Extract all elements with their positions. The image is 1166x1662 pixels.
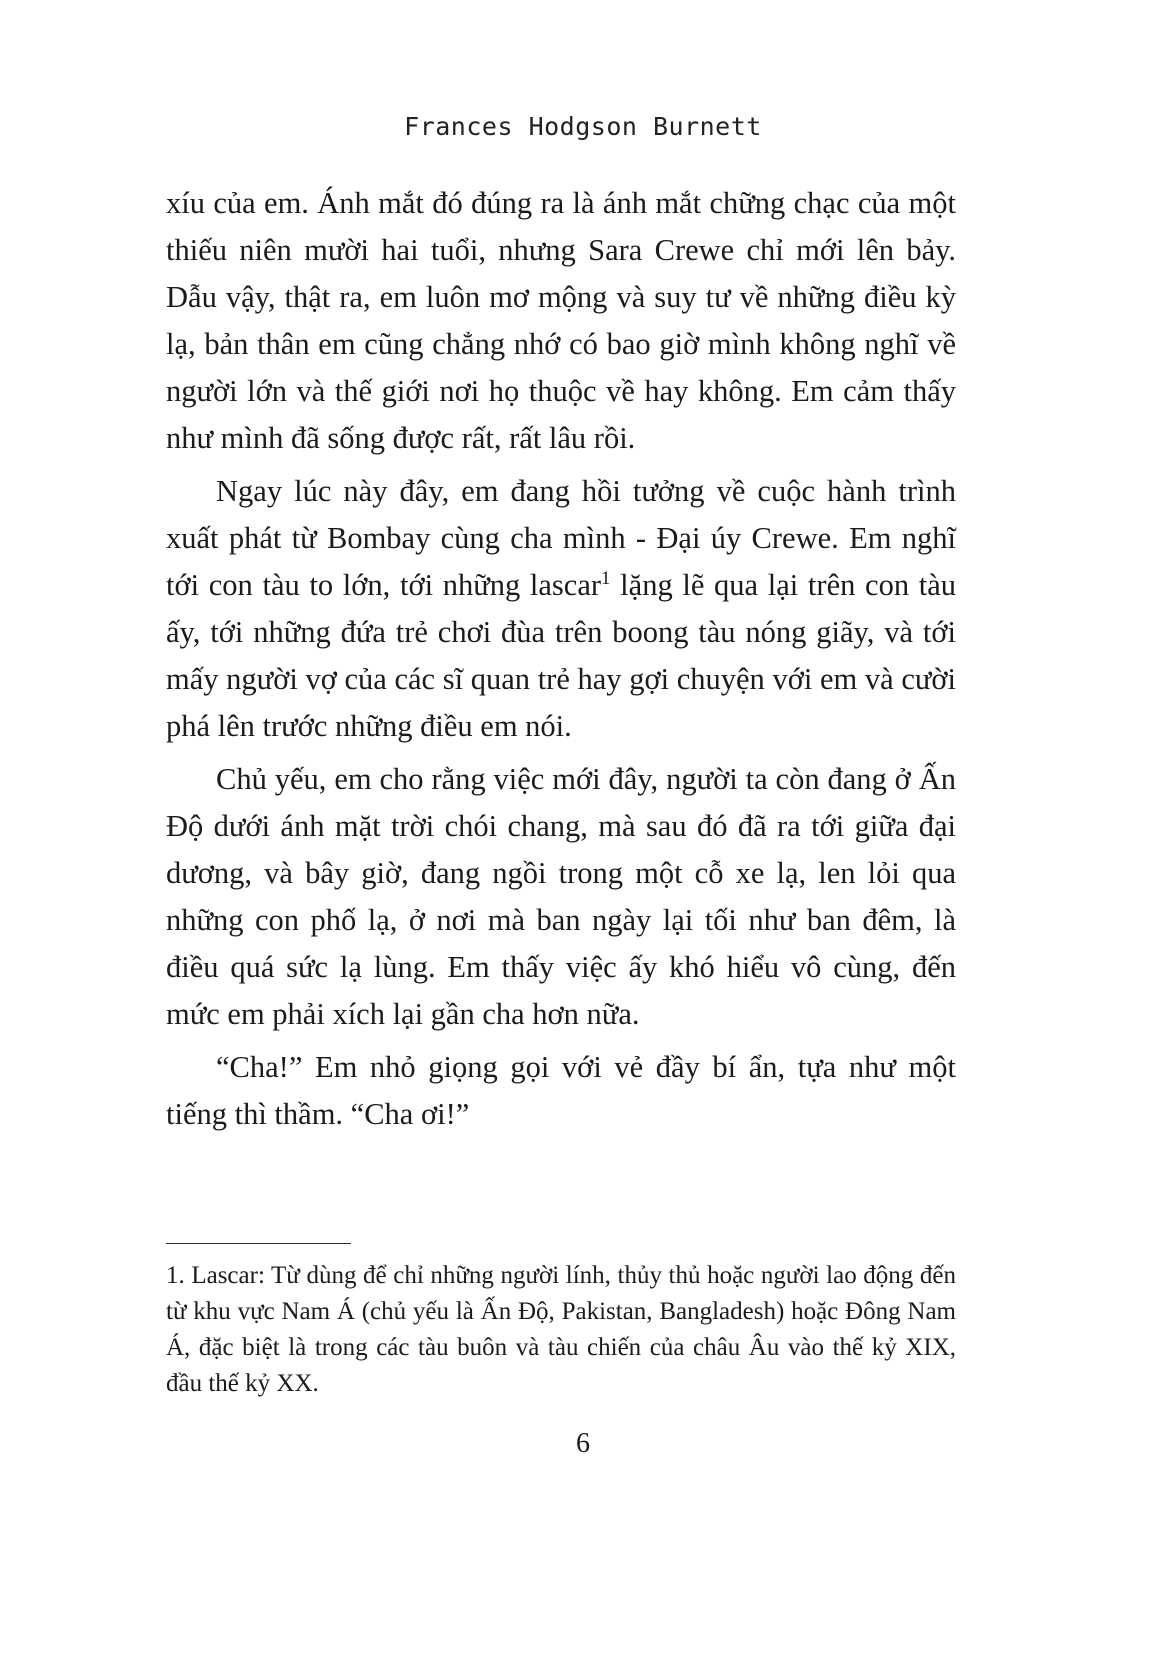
paragraph: xíu của em. Ánh mắt đó đúng ra là ánh mắt chững chạc của một thiếu niên mười hai tuổi, nhưng Sara Crewe chỉ mới lên bảy. Dẫu vậy, thật ra, em luôn mơ mộng và suy tư về những điều kỳ lạ, bản thân em cũng chẳng nhớ có bao giờ mình không nghĩ về người lớn và thế giới nơi họ thuộc về hay không. Em cảm thấy như mình đã sống được rất, rất lâu rồi.: [166, 186, 956, 455]
paragraph-with-footnote-ref: [166, 468, 956, 750]
paragraph-text-before-note: Ngay lúc này đây, em đang hồi tưởng về cuộc hành trình xuất phát từ Bombay cùng cha mình - Đại úy Crewe. Em nghĩ tới con tàu to lớn, tới những lascar: [166, 474, 956, 602]
running-head: Frances Hodgson Burnett: [404, 112, 762, 141]
paragraph-text-after-note: lặng lẽ qua lại trên con tàu ấy, tới những đứa trẻ chơi đùa trên boong tàu nóng giãy, và tới mấy người vợ của các sĩ quan trẻ hay gợi chuyện với em và cười phá lên trước những điều em nói.: [166, 568, 957, 743]
footnote-divider: [166, 1243, 351, 1244]
footnote-area: [166, 1243, 956, 1402]
footnote-text: 1. Lascar: Từ dùng để chỉ những người lính, thủy thủ hoặc người lao động đến từ khu vực Nam Á (chủ yếu là Ấn Độ, Pakistan, Bangladesh) hoặc Đông Nam Á, đặc biệt là trong các tàu buôn và tàu chiến của châu Âu vào thế kỷ XIX, đầu thế kỷ XX.: [166, 1262, 956, 1397]
body-text-block: [166, 180, 956, 1144]
paragraph: “Cha!” Em nhỏ giọng gọi với vẻ đầy bí ẩn, tựa như một tiếng thì thầm. “Cha ơi!”: [166, 1050, 956, 1131]
footnote-reference-marker[interactable]: 1: [601, 567, 611, 589]
paragraph: Chủ yếu, em cho rằng việc mới đây, người ta còn đang ở Ấn Độ dưới ánh mặt trời chói chang, mà sau đó đã ra tới giữa đại dương, và bây giờ, đang ngồi trong một cỗ xe lạ, len lỏi qua những con phố lạ, ở nơi mà ban ngày lại tối như ban đêm, là điều quá sức lạ lùng. Em thấy việc ấy khó hiểu vô cùng, đến mức em phải xích lại gần cha hơn nữa.: [166, 762, 956, 1031]
page-number: 6: [576, 1428, 590, 1459]
